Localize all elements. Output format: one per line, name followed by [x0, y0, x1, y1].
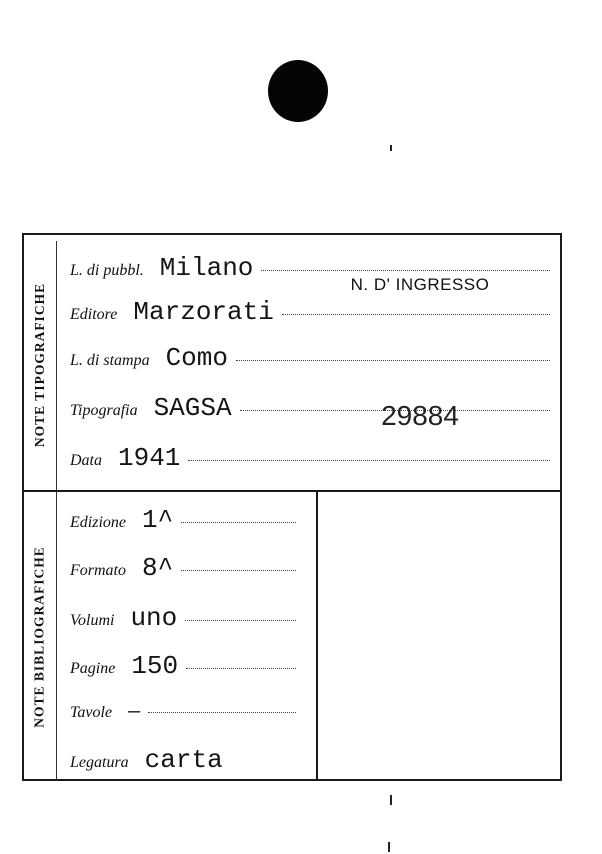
- field-formato: [70, 553, 296, 583]
- field-value: Como: [165, 343, 228, 373]
- dotted-line: [282, 313, 550, 315]
- field-label: Edizione: [70, 514, 126, 531]
- field-value: uno: [130, 603, 178, 633]
- field-tavole: [70, 701, 296, 724]
- dotted-line: [186, 667, 296, 669]
- dotted-line: [188, 459, 550, 461]
- field-label: Tavole: [70, 704, 113, 721]
- field-pagine: [70, 651, 296, 681]
- field-value: —: [128, 701, 141, 724]
- field-label: Pagine: [70, 660, 116, 677]
- field-value: 150: [131, 651, 179, 681]
- dotted-line: [236, 359, 550, 361]
- dotted-line: [261, 269, 550, 271]
- dotted-line: [148, 711, 296, 713]
- field-value: Marzorati: [133, 297, 274, 327]
- ingresso-title: N. D' INGRESSO: [350, 275, 490, 294]
- dotted-line: [181, 569, 296, 571]
- field-label: L. di stampa: [70, 352, 150, 369]
- field-label: Data: [70, 452, 102, 469]
- field-value: 8^: [142, 553, 174, 583]
- field-value: carta: [144, 745, 223, 775]
- field-label: Formato: [70, 562, 126, 579]
- field-label: Editore: [70, 306, 118, 323]
- punch-hole: [268, 60, 328, 122]
- ingresso-divider: [316, 491, 318, 779]
- dotted-line: [185, 619, 296, 621]
- paper-speck: [390, 145, 392, 151]
- ingresso-number: 29884: [381, 400, 459, 431]
- field-value: Milano: [159, 253, 254, 283]
- field-label: Volumi: [70, 612, 115, 629]
- side-column-rule: [56, 241, 57, 779]
- section-divider: [24, 490, 560, 492]
- paper-speck: [388, 842, 390, 852]
- field-editore: [70, 297, 550, 327]
- field-data: [70, 443, 550, 473]
- side-label-tipografiche: NOTE TIPOGRAFICHE: [32, 282, 47, 448]
- field-label: L. di pubbl.: [70, 262, 144, 279]
- field-value: 1941: [118, 443, 181, 473]
- field-legatura: [70, 745, 310, 775]
- field-value: SAGSA: [153, 393, 232, 423]
- field-luogo-stampa: [70, 343, 550, 373]
- field-label: Tipografia: [70, 402, 138, 419]
- catalog-card: [22, 233, 562, 781]
- field-edizione: [70, 505, 296, 535]
- paper-speck: [390, 795, 392, 805]
- field-value: 1^: [142, 505, 174, 535]
- side-label-bibliografiche: NOTE BIBLIOGRAFICHE: [32, 546, 48, 728]
- field-volumi: [70, 603, 296, 633]
- dotted-line: [181, 521, 296, 523]
- field-label: Legatura: [70, 754, 129, 771]
